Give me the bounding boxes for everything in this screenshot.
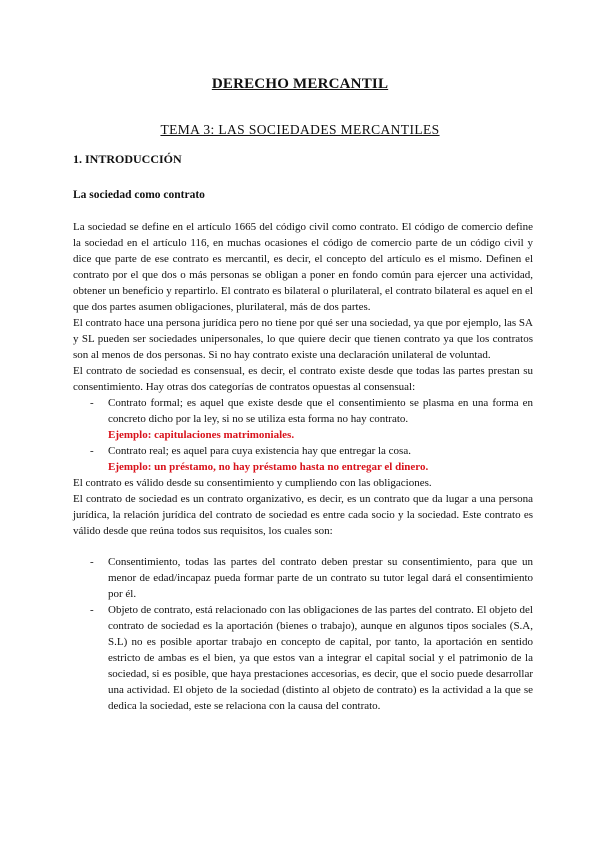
list-item-text: Contrato real; es aquel para cuya existencia hay que entregar la cosa. xyxy=(108,445,411,457)
subsection-heading: La sociedad como contrato xyxy=(73,189,205,201)
chapter-title: TEMA 3: LAS SOCIEDADES MERCANTILES xyxy=(160,122,440,137)
list-item xyxy=(73,602,533,714)
example-text: Ejemplo: un préstamo, no hay préstamo hasta no entregar el dinero. xyxy=(108,461,429,473)
list-item-text: Consentimiento, todas las partes del contrato deben prestar su consentimiento, para que un menor de edad/incapaz pueda formar parte de un contrato su tutor legal dará el consentimiento por él. xyxy=(108,556,533,600)
spacer xyxy=(73,539,533,554)
paragraph: El contrato de sociedad es un contrato organizativo, es decir, es un contrato que da lugar a una persona jurídica, la relación jurídica del contrato de sociedad es entre cada socio y la sociedad. Este contrato es válido desde que reúna todos sus requisitos, los cuales son: xyxy=(73,493,533,537)
paragraph: El contrato de sociedad es consensual, es decir, el contrato existe desde que todas las partes prestan su consentimiento. Hay otras dos categorías de contratos opuestas al consensual: xyxy=(73,365,533,393)
paragraph: El contrato es válido desde su consentimiento y cumpliendo con las obligaciones. xyxy=(73,477,432,489)
list-item-text: Contrato formal; es aquel que existe desde que el consentimiento se plasma en una forma en concreto dicho por la ley, si no se utiliza esta forma no hay contrato. xyxy=(108,397,533,425)
document-body xyxy=(73,219,533,714)
document-title: DERECHO MERCANTIL xyxy=(211,76,389,92)
list-item-text: Objeto de contrato, está relacionado con las obligaciones de las partes del contrato. El objeto del contrato de sociedad es la aportación (bienes o trabajo), aunque en algunos tipos sociales (S.A, S.L) no es posible aportar trabajo en concepto de capital, por tanto, la aportación en sentido estricto de ambas es el bien, ya que estos van a integrar el capital social y el patrimonio de la sociedad, si es posible, que haya prestaciones accesorias, es decir, que el socio puede desarrollar una actividad. El objeto de la sociedad (distinto al objeto de contrato) es la actividad a la que se dedica la sociedad, este se relaciona con la causa del contrato. xyxy=(108,604,533,712)
list-item xyxy=(73,443,533,475)
dash-bullet: - xyxy=(90,445,94,457)
example-text: Ejemplo: capitulaciones matrimoniales. xyxy=(108,429,295,441)
list-item xyxy=(73,395,533,443)
dash-bullet: - xyxy=(90,556,94,568)
contract-types-list xyxy=(73,395,533,475)
dash-bullet: - xyxy=(90,604,94,616)
paragraph: La sociedad se define en el artículo 1665 del código civil como contrato. El código de comercio define la sociedad en el artículo 116, en muchas ocasiones el código de comercio parte de un código civil y dice que parte de ese contrato es mercantil, es decir, el concepto del artículo es el mismo. Definen el contrato por el que dos o más personas se obligan a poner en fondo común para ejercer una actividad, obtener un beneficio y repartirlo. El contrato es bilateral o plurilateral, el contrato bilateral es aquel en el que dos partes asumen obligaciones, plurilateral, más de dos partes. xyxy=(73,221,533,313)
requirements-list xyxy=(73,554,533,714)
list-item xyxy=(73,554,533,602)
section-heading: 1. INTRODUCCIÓN xyxy=(73,152,182,166)
dash-bullet: - xyxy=(90,397,94,409)
paragraph: El contrato hace una persona jurídica pero no tiene por qué ser una sociedad, ya que por ejemplo, las SA y SL pueden ser sociedades unipersonales, lo que quiere decir que tienen contrato ya que los contratos son al menos de dos personas. Si no hay contrato existe una declaración unilateral de voluntad. xyxy=(73,317,533,361)
